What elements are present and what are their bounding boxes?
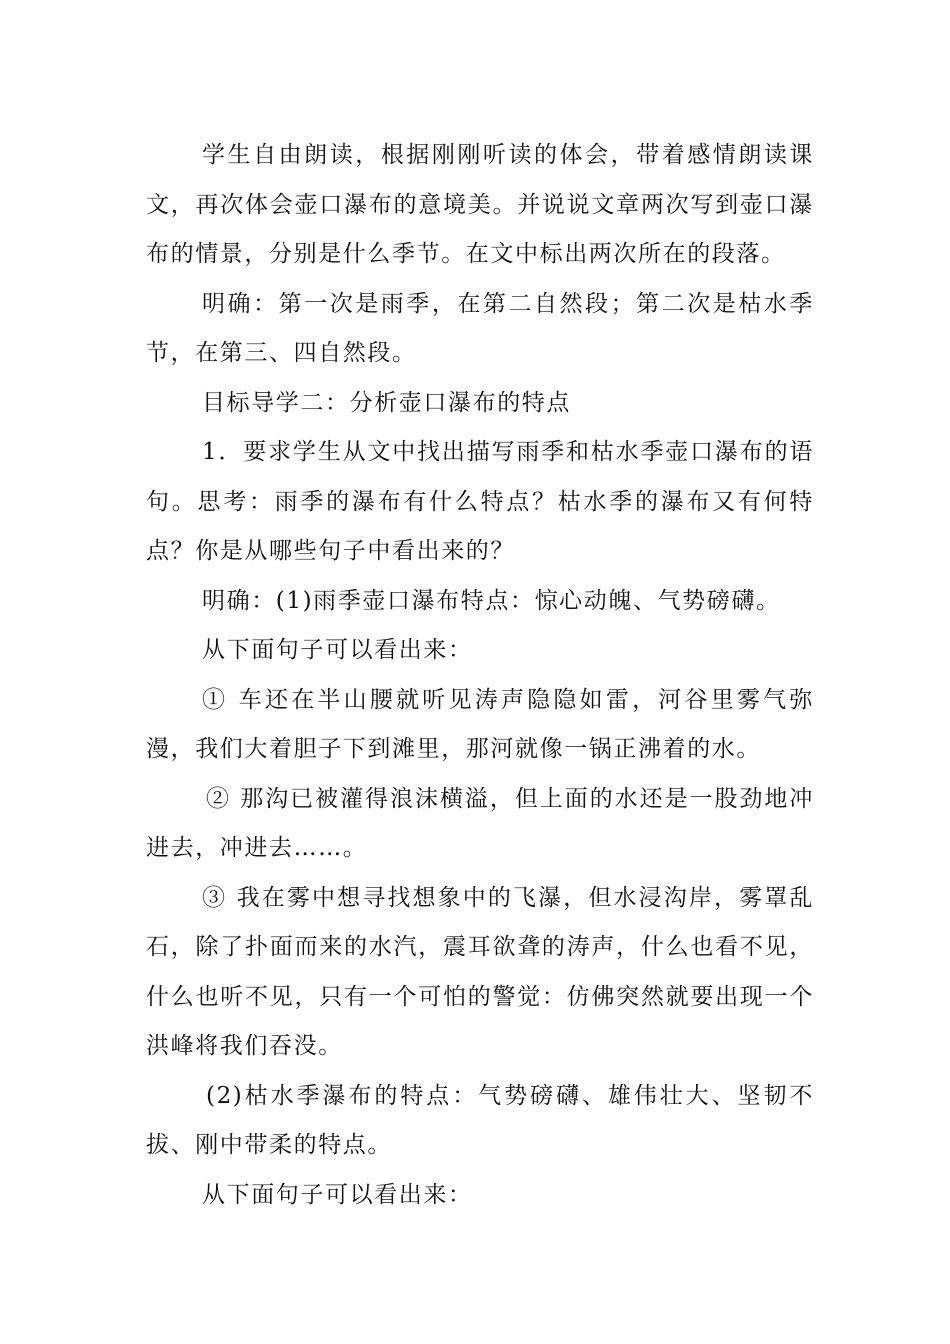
paragraph-evidence-intro-1: 从下面句子可以看出来：	[202, 637, 473, 663]
paragraph-quote-1: ① 车还在半山腰就听见涛声隐隐如雷，河谷里雾气弥漫，我们大着胆子下到滩里，那河就像一锅正沸着的水。	[146, 686, 814, 762]
paragraph-answer-seasons: 明确：第一次是雨季，在第二自然段；第二次是枯水季节，在第三、四自然段。	[146, 290, 814, 366]
paragraph-answer-rainy-season: 明确：(1)雨季壶口瀑布特点：惊心动魄、气势磅礴。	[202, 587, 781, 614]
paragraph-reading-task: 学生自由朗读，根据刚刚听读的体会，带着感情朗读课文，再次体会壶口瀑布的意境美。并说说文章两次写到壶口瀑布的情景，分别是什么季节。在文中标出两次所在的段落。	[146, 142, 814, 267]
paragraph-question-one: 1．要求学生从文中找出描写雨季和枯水季壶口瀑布的语句。思考：雨季的瀑布有什么特点？枯水季的瀑布又有何特点？你是从哪些句子中看出来的？	[146, 439, 814, 564]
paragraph-quote-2: ② 那沟已被灌得浪沫横溢，但上面的水还是一股劲地冲进去，冲进去……。	[146, 785, 814, 861]
document-body	[146, 131, 814, 1220]
paragraph-goal-two: 目标导学二：分析壶口瀑布的特点	[202, 389, 571, 416]
paragraph-dry-season: (2)枯水季瀑布的特点：气势磅礴、雄伟壮大、坚韧不拔、刚中带柔的特点。	[146, 1082, 814, 1158]
paragraph-evidence-intro-2: 从下面句子可以看出来：	[202, 1181, 473, 1208]
paragraph-quote-3: ③ 我在雾中想寻找想象中的飞瀑，但水浸沟岸，雾罩乱石，除了扑面而来的水汽，震耳欲聋的涛声，什么也看不见，什么也听不见，只有一个可怕的警觉：仿佛突然就要出现一个洪峰将我们吞没。	[146, 884, 814, 1059]
